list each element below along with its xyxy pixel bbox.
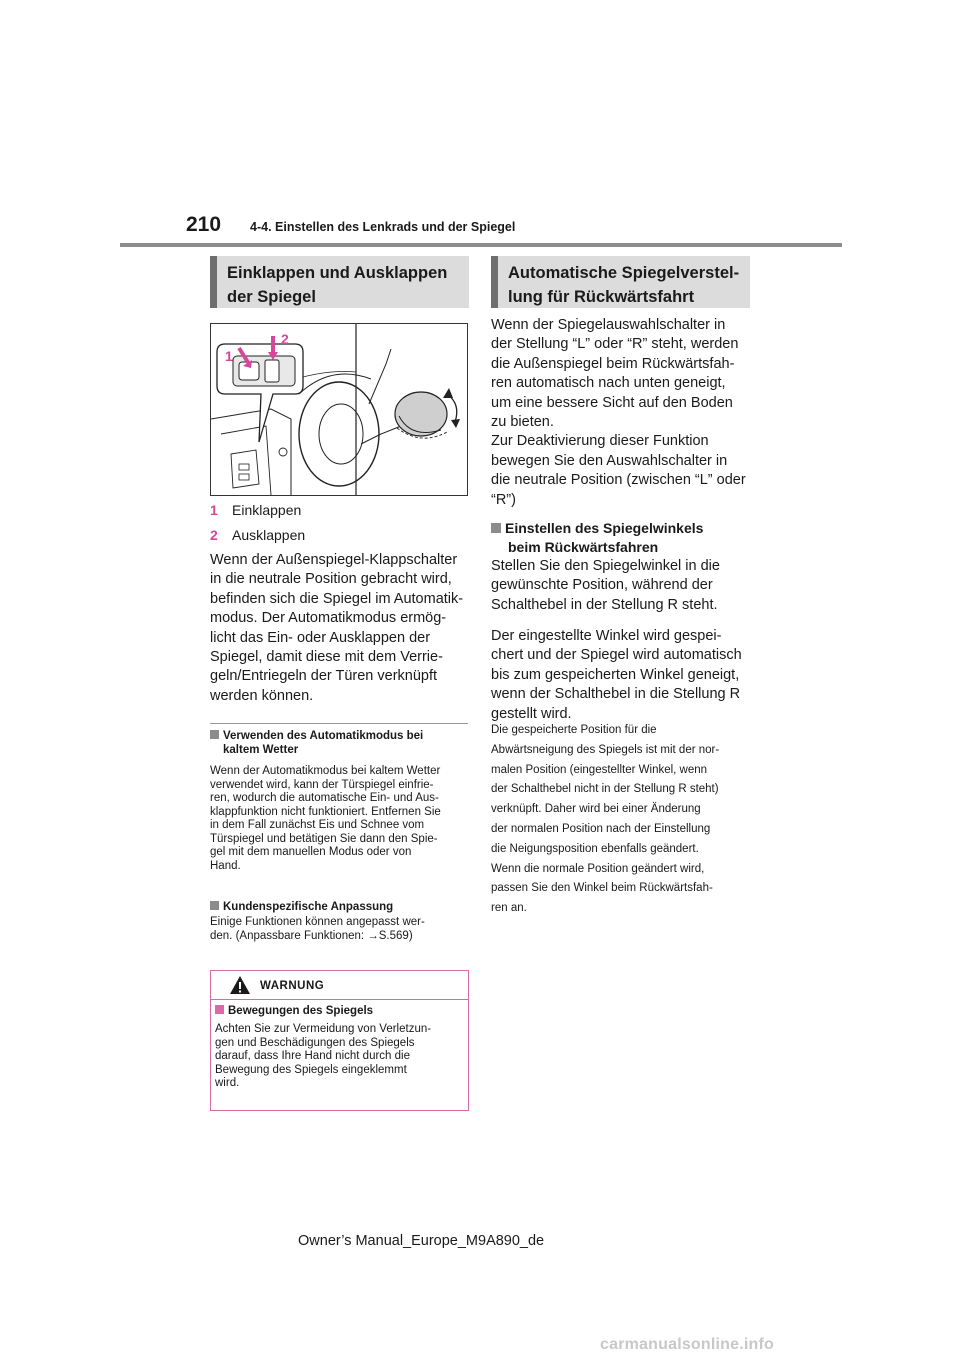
text-line: der Stellung “L” oder “R” steht, werden: [491, 336, 739, 353]
text-line: in die neutrale Position gebracht wird,: [210, 571, 452, 588]
note-heading-line: Verwenden des Automatikmodus bei: [223, 730, 424, 742]
text-line: Spiegel, damit diese mit dem Verrie-: [210, 649, 443, 666]
section-heading-reverse-tilt: [491, 256, 750, 308]
text-line: die Neigungsposition ebenfalls geändert.: [491, 842, 699, 855]
text-line: Der eingestellte Winkel wird gespei-: [491, 628, 722, 644]
text-line: Schalthebel in der Stellung R steht.: [491, 596, 718, 613]
text-line: klappfunktion nicht funktioniert. Entfernen Sie: [210, 805, 441, 818]
text-line: um eine bessere Sicht auf den Boden: [491, 394, 733, 411]
text-line: geln/Entriegeln der Türen verknüpft: [210, 668, 438, 685]
text-line: bewegen Sie den Auswahlschalter in: [491, 452, 728, 469]
text-line: Türspiegel und betätigen Sie dann den Spie-: [210, 832, 438, 845]
text-line: Bewegung des Spiegels eingeklemmt: [215, 1063, 407, 1076]
text-line: darauf, dass Ihre Hand nicht durch die: [215, 1050, 410, 1062]
text-line: “R”): [491, 491, 516, 508]
text-line: der normalen Position nach der Einstellung: [491, 822, 711, 835]
text-line: gewünschte Position, während der: [491, 577, 713, 594]
running-header: 4-4. Einstellen des Lenkrads und der Spiegel: [250, 220, 516, 234]
section-heading-line: lung für Rückwärtsfahrt: [508, 288, 695, 306]
paragraph-reverse-tilt: [491, 316, 753, 510]
text-line: Wenn die normale Position geändert wird,: [491, 862, 705, 875]
warning-body: [215, 1023, 465, 1091]
callout-1: 1: [225, 348, 233, 364]
watermark: carmanualsonline.info: [600, 1336, 775, 1353]
square-bullet-icon: [210, 730, 219, 739]
text-line: werden können.: [210, 687, 314, 704]
text-line: gestellt wird.: [491, 705, 572, 722]
footer-manual-id: Owner’s Manual_Europe_M9A890_de: [298, 1233, 545, 1249]
subheading-line: Einstellen des Spiegelwinkels: [505, 520, 704, 536]
warning-label: WARNUNG: [260, 980, 325, 992]
list-label-unfold: Ausklappen: [232, 527, 306, 543]
text-line: gel mit dem manuellen Modus oder von: [210, 846, 412, 858]
text-line: Wenn der Außenspiegel-Klappschalter: [210, 552, 458, 568]
text-line: Die gespeicherte Position für die: [491, 724, 657, 736]
warning-heading-text: Bewegungen des Spiegels: [228, 1005, 374, 1017]
text-line: Hand.: [210, 859, 241, 872]
text-line: ren an.: [491, 902, 527, 915]
text-line: Wenn der Spiegelauswahlschalter in: [491, 317, 726, 333]
note-stored-position: [491, 721, 753, 919]
text-line: chert und der Spiegel wird automatisch: [491, 647, 742, 664]
note-heading-cold-weather: [210, 730, 472, 757]
mirror-switch-illustration: [210, 323, 468, 496]
header-rule: [120, 243, 842, 247]
text-line: licht das Ein- oder Ausklappen der: [210, 629, 431, 646]
text-line: Stellen Sie den Spiegelwinkel in die: [491, 558, 720, 574]
list-label-fold: Einklappen: [232, 502, 302, 518]
note-heading-text: Kundenspezifische Anpassung: [223, 901, 394, 913]
note-heading-line: kaltem Wetter: [223, 743, 299, 756]
text-line: die Außenspiegel beim Rückwärtsfah-: [491, 355, 735, 372]
subheading-angle-adjust: [491, 519, 753, 557]
square-bullet-icon: [210, 901, 219, 910]
text-line: wird.: [215, 1077, 240, 1089]
warning-box: [210, 970, 469, 1111]
text-line: befinden sich die Spiegel im Automatik-: [210, 590, 464, 607]
page-number: 210: [186, 213, 222, 236]
text-line: Abwärtsneigung des Spiegels ist mit der nor-: [491, 743, 720, 756]
text-line: bis zum gespeicherten Winkel geneigt,: [491, 666, 740, 683]
warning-triangle-icon: [229, 975, 251, 995]
text-line: verknüpft. Daher wird bei einer Änderung: [491, 803, 701, 816]
text-line: wenn der Schalthebel in die Stellung R: [491, 686, 741, 703]
text-line: passen Sie den Winkel beim Rückwärtsfah-: [491, 882, 713, 895]
callout-2: 2: [281, 331, 289, 347]
section-heading-line: der Spiegel: [227, 288, 316, 306]
text-line: malen Position (eingestellter Winkel, wenn: [491, 763, 708, 776]
warning-heading: [215, 1005, 465, 1019]
text-line[interactable]: den. (Anpassbare Funktionen: →S.569): [210, 929, 413, 942]
note-heading-customization: [210, 901, 472, 915]
paragraph-stored-angle: [491, 627, 753, 724]
section-heading-line: Einklappen und Ausklappen: [227, 264, 448, 282]
square-bullet-icon: [491, 523, 501, 533]
section-heading-fold-mirrors: [210, 256, 469, 308]
note-body-customization: [210, 916, 472, 943]
square-bullet-icon: [215, 1005, 224, 1014]
text-line: ren, wodurch die automatische Ein- und Aus-: [210, 792, 439, 804]
text-line: der Schalthebel nicht in der Stellung R steht): [491, 783, 719, 796]
paragraph-automatic-mode: [210, 551, 472, 706]
paragraph-set-angle: [491, 557, 753, 615]
text-line: die neutrale Position (zwischen “L” oder: [491, 472, 746, 489]
section-heading-line: Automatische Spiegelverstel-: [508, 264, 740, 282]
text-line: in dem Fall zunächst Eis und Schnee vom: [210, 819, 425, 831]
text-line: Zur Deaktivierung dieser Funktion: [491, 433, 709, 450]
text-line: zu bieten.: [491, 414, 554, 431]
text-line: Wenn der Automatikmodus bei kaltem Wetter: [210, 765, 441, 777]
notes-divider: [210, 723, 468, 724]
text-line: ren automatisch nach unten geneigt,: [491, 375, 726, 392]
text-line: Achten Sie zur Vermeidung von Verletzun-: [215, 1023, 432, 1035]
list-number-1: 1: [210, 502, 218, 518]
text-line: verwendet wird, kann der Türspiegel einfrie-: [210, 778, 434, 791]
illustration-drawing: [211, 324, 467, 495]
text-line: gen und Beschädigungen des Spiegels: [215, 1036, 415, 1049]
subheading-line: beim Rückwärtsfahren: [508, 539, 659, 555]
note-body-cold-weather: [210, 765, 472, 873]
warning-header: [211, 971, 468, 1000]
list-number-2: 2: [210, 527, 218, 543]
text-line: Einige Funktionen können angepasst wer-: [210, 916, 425, 928]
text-line: modus. Der Automatikmodus ermög-: [210, 610, 447, 627]
